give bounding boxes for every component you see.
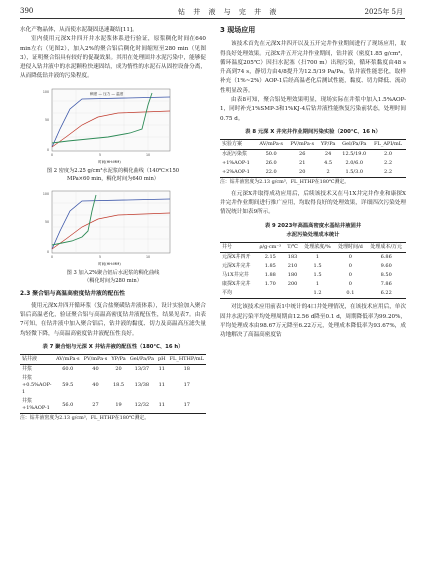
table-cell: 2: [326, 169, 330, 176]
table-cell: 2.0: [384, 151, 392, 158]
table-7: [20, 354, 206, 414]
table-8: [220, 139, 406, 178]
table-cell: [256, 289, 284, 299]
issue-date: 2025年 5月: [364, 8, 403, 16]
caption-line: （稠化时间为280 min）: [84, 278, 142, 285]
svg-text:50: 50: [44, 117, 49, 122]
figure-3-caption: [20, 269, 206, 285]
figure-3-xlabel: 时间(HH:MM): [98, 262, 121, 267]
table-cell: 20: [299, 169, 306, 176]
table-header-cell: Gel/Pa/Pa: [342, 141, 367, 148]
table-cell: 1.5: [313, 272, 322, 279]
table-row: [220, 168, 406, 178]
table-cell: 元深X井四开: [222, 254, 251, 261]
table-cell: 24: [324, 151, 332, 158]
svg-text:100: 100: [42, 192, 49, 197]
table-cell: 210: [287, 263, 298, 270]
table-cell: 17: [183, 401, 190, 408]
table-header-cell: T/℃: [287, 244, 298, 251]
table-cell: 1.88: [264, 272, 276, 279]
table-cell: 2.0/6.0: [345, 160, 364, 167]
table-cell: 0: [348, 254, 352, 261]
svg-text:10: 10: [145, 152, 151, 157]
table-row: [20, 365, 206, 375]
table-header-cell: PV/mPa·s: [83, 356, 108, 363]
table-cell: 12/32: [134, 401, 150, 408]
svg-text:50: 50: [44, 220, 49, 225]
table-cell: 27: [92, 401, 99, 408]
table-cell: 183: [287, 254, 298, 261]
table-cell: 200: [287, 281, 298, 288]
table-header-cell: 处理浓度/%: [304, 244, 331, 251]
table-cell: 11: [158, 382, 165, 389]
table-cell: 40: [92, 366, 99, 373]
table-cell: 4.5: [324, 160, 333, 167]
figure-2-xlabel: 时间(HH:MM): [98, 159, 121, 164]
table-cell: 0: [348, 272, 352, 279]
table-cell: +2%AOP-1: [222, 169, 250, 176]
paragraph: 对比该技术应用前表1中统计的4口井处理情况，在该技术应用后，单次固井水泥污染平均处理周期由12.56 d降至0.1 d，周期降低率为99.20%，平均处理成本由98.67万元降至6.22万元，处理成本降低率为93.67%，成功地解决了高温高密度钻: [220, 304, 406, 339]
table-cell: 8.50: [380, 272, 392, 279]
table-9-title: 水泥污染处理成本统计: [286, 231, 340, 238]
table-cell: 18: [183, 366, 190, 373]
table-cell: 2.2: [384, 169, 392, 176]
figure-3-thickening-curve: [38, 187, 188, 267]
paragraph: 使用元深X井四开循环浆（复合盐聚磺钻井液体系），设计实验加入聚合铝后高温老化，验证聚合铝与高温高密度钻井液配伍性，结果见表7。由表7可知，在钻井液中加入聚合铝后，钻井液的黏度、切力及高温高压滤失量均轻微下降，与高温高密度钻井液配伍性良好。: [20, 302, 206, 337]
paragraph: 在元深X井取得成功应用后，后续该技术又在马1X井完井作业和康探X井完井作业期间进行推广应用，均取得良好的处理效果，详细四次污染处理情况统计如表9所示。: [220, 190, 406, 216]
table-row: [220, 253, 406, 263]
caption-line: 图 3 加入2%聚合铝后水泥浆的稠化曲线: [66, 270, 160, 277]
table-header-cell: FL_API/mL: [374, 141, 403, 148]
table-row: [220, 150, 406, 160]
table-header-cell: 处理时间/d: [337, 244, 363, 251]
table-cell: +1%AOP-1: [222, 160, 250, 167]
table-header-cell: FL_HTHP/mL: [169, 356, 204, 363]
table-cell: 22.0: [265, 169, 277, 176]
table-cell: [284, 289, 300, 299]
table-cell: 6.86: [380, 254, 392, 261]
table-cell: 56.0: [62, 401, 74, 408]
figure-2-caption: [20, 167, 206, 183]
table-row: [20, 374, 206, 397]
table-cell: 50.0: [265, 151, 277, 158]
table-header-cell: ρ/g·cm⁻³: [259, 244, 282, 251]
page-header: [0, 0, 427, 20]
page-number: 390: [20, 7, 34, 15]
table-row: [220, 280, 406, 289]
section-heading: 2.3 聚合铝与高温高密度钻井液的配伍性: [20, 290, 126, 297]
table-cell: 1: [315, 281, 320, 288]
paragraph: 室内使用元深X井四开井水泥浆体系进行验证，原浆稠化时间在640 min左右（见图2），加入2%的聚合铝后稠化时间缩短至280 min（见图3），证明聚合铝具有较好的促凝效果。其用在处理固井水泥污染中，能够促进侵入钻井液中的水泥颗粒快速固结，成为惰性的水泥石从固控设备分离，从而降低钻井液的污染程度。: [20, 36, 206, 80]
table-header-cell: YP/Pa: [111, 356, 126, 363]
svg-text:0: 0: [50, 152, 54, 157]
table-cell: 马1X井完井: [222, 272, 249, 279]
table-cell: 40: [92, 382, 99, 389]
table-cell: 19: [115, 401, 122, 408]
table-row: [20, 397, 206, 414]
table-cell: 26: [299, 151, 306, 158]
table-cell: 康探X井完井: [222, 281, 251, 288]
paragraph: 该技术首先在元深X井四开以及五开完井作业期间进行了现场应用，取得良好处理效果。元深X井五开完井作业期间，钻井液（密度1.85 g/cm³，循环温度205℃）因扫水泥塞（扫700 m）出现污染，循环浆黏度由48 s升高到74 s，静切力由4/8提升为12.5/19 Pa/Pa，钻井液性能恶化，取样补充（1%~2%）AOP-1后经高温老化后测试性能，黏度、切力降低、流动性明显改善。: [220, 41, 406, 94]
table-cell: 13/37: [134, 366, 150, 373]
table-cell: 平均: [222, 290, 233, 297]
table-cell: 13/38: [134, 382, 150, 389]
table-cell: 18.5: [112, 382, 125, 389]
svg-text:5: 5: [98, 152, 102, 157]
section-heading: 3 现场应用: [220, 26, 256, 34]
table-cell: 井浆: [22, 366, 33, 373]
svg-text:100: 100: [42, 89, 49, 94]
svg-text:5: 5: [98, 255, 102, 260]
table-row: [220, 271, 406, 280]
table-row: [220, 289, 406, 299]
table-header-cell: 处理成本/万元: [370, 244, 403, 251]
paragraph: 水化产物晶体，从而使水泥凝固迅速凝结[11]。: [20, 27, 138, 33]
table-cell: 180: [287, 272, 298, 279]
table-7-note: 注：钻井液密度为2.13 g/cm³，FL_HTHP在180℃测定。: [20, 415, 150, 422]
caption-line: MPa×60 min，稠化时间为640 min）: [67, 175, 159, 182]
table-9: [220, 242, 406, 299]
table-header-cell: YP/Pa: [320, 141, 336, 148]
table-header-cell: 实验方案: [222, 141, 243, 148]
table-8-note: 注：钻井液密度为2.13 g/cm³，FL_HTHP在180℃测定。: [220, 179, 350, 186]
figure-3-plot: [38, 187, 188, 267]
table-7-title: 表 7 聚合铝与元深 X 井钻井液的配伍性（180℃、16 h）: [42, 344, 184, 351]
table-cell: 20: [115, 366, 122, 373]
svg-text:10: 10: [145, 255, 151, 260]
table-header-cell: Gel/Pa/Pa: [129, 356, 154, 363]
table-cell: 井浆+0.5%AOP-1: [22, 375, 52, 396]
table-header-cell: pH: [157, 356, 166, 363]
table-cell: 0: [348, 281, 352, 288]
left-column: [20, 26, 206, 426]
table-9-title: 表 9 2023年高温高密度水基钻井液固井: [264, 222, 362, 229]
table-header-cell: AV/mPa·s: [259, 141, 284, 148]
table-cell: 0: [348, 263, 352, 270]
table-cell: 12.5/19.0: [342, 151, 367, 158]
table-header-cell: 井号: [222, 244, 233, 251]
table-header-cell: AV/mPa·s: [55, 356, 80, 363]
table-cell: 井浆+1%AOP-1: [22, 398, 50, 412]
journal-title: 钻 井 液 与 完 井 液: [178, 8, 280, 16]
table-row: [220, 262, 406, 271]
table-8-title: 表 8 元深 X 井完井作业期间污染实验（200℃、16 h）: [245, 128, 381, 135]
table-cell: 60.0: [62, 366, 74, 373]
table-cell: 59.5: [62, 382, 74, 389]
table-header-cell: 钻井液: [22, 356, 38, 363]
right-column: [220, 26, 406, 340]
table-cell: 水泥污染浆: [222, 151, 248, 158]
table-cell: 21: [299, 160, 306, 167]
table-cell: 1: [315, 254, 320, 261]
table-cell: 2.15: [264, 254, 276, 261]
table-cell: 1.5/3.0: [345, 169, 364, 176]
table-row: [220, 159, 406, 168]
table-cell: 0.1: [346, 290, 355, 297]
table-cell: 7.86: [380, 281, 392, 288]
svg-text:0: 0: [46, 250, 49, 255]
table-cell: 17: [183, 382, 190, 389]
header-rule: [20, 18, 405, 19]
table-cell: 6.22: [380, 290, 392, 297]
table-cell: 26.0: [265, 160, 277, 167]
table-cell: 2.2: [384, 160, 392, 167]
table-cell: 11: [158, 366, 165, 373]
svg-text:0: 0: [50, 255, 54, 260]
table-cell: 9.60: [380, 263, 392, 270]
table-cell: 1.70: [264, 281, 276, 288]
table-cell: 1.5: [313, 263, 322, 270]
table-cell: 1.85: [264, 263, 276, 270]
paragraph: 由表8可知，聚合铝处理效果明显，现场实际在井浆中加入1.5%AOP-1，同时补充1%SMP-3和1%KJ-4后钻井液性能恢复污染前状态，处理时间0.75 d。: [220, 97, 406, 122]
figure-2-thickening-curve: [38, 85, 188, 165]
figure-2-legend: 稠度 — 压力 — 温度: [90, 91, 124, 96]
table-cell: 11: [158, 401, 165, 408]
svg-text:0: 0: [46, 147, 49, 152]
table-cell: 1.2: [313, 290, 322, 297]
caption-line: 图 2 密度为2.25 g/cm³水泥浆的稠化曲线（140℃×150: [46, 167, 180, 174]
table-cell: 元深X井完井: [222, 263, 251, 270]
table-header-cell: PV/mPa·s: [290, 141, 315, 148]
